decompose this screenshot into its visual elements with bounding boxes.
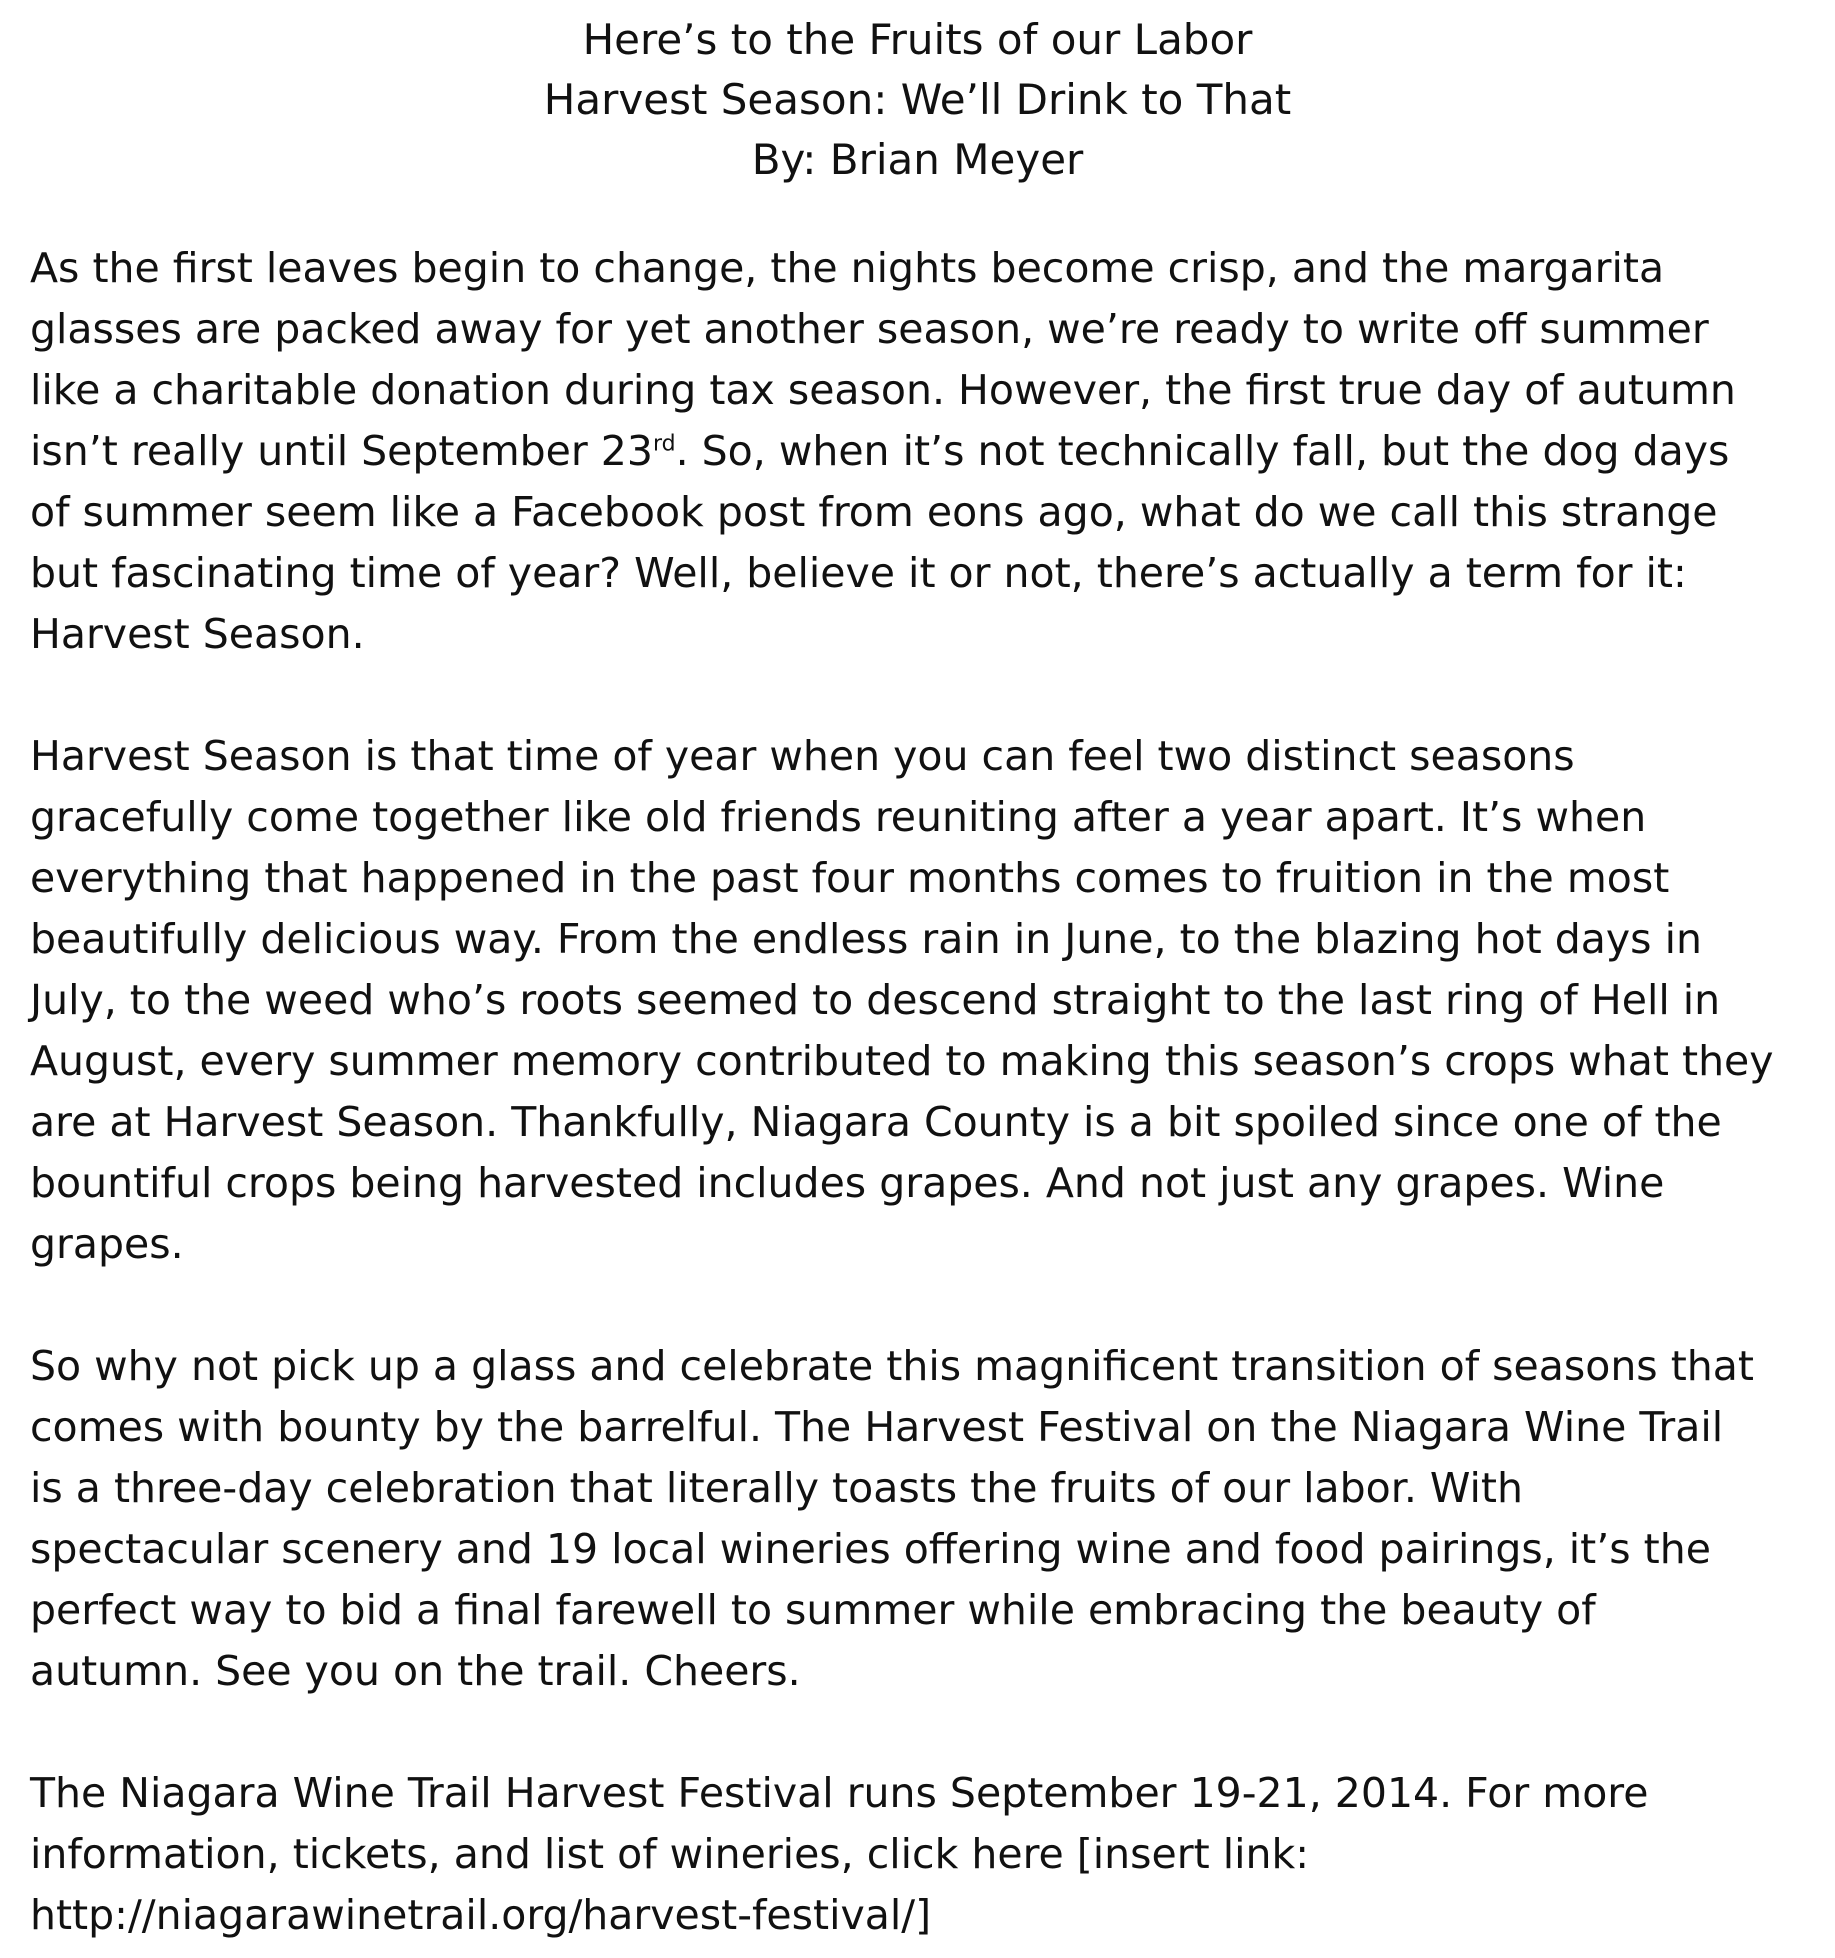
text-line: glasses are packed away for yet another season, we’re ready to write off summer — [30, 305, 1709, 353]
paragraph-event-info — [30, 1763, 1805, 1946]
text-line: gracefully come together like old friends reuniting after a year apart. It’s when — [30, 793, 1647, 841]
text-line: are at Harvest Season. Thankfully, Niagara County is a bit spoiled since one of the — [30, 1098, 1722, 1146]
text-line: So why not pick up a glass and celebrate this magnificent transition of seasons that — [30, 1342, 1754, 1390]
article-byline: By: Brian Meyer — [751, 135, 1084, 184]
text-line: Harvest Season is that time of year when you can feel two distinct seasons — [30, 732, 1575, 780]
text-line-with-ordinal — [30, 421, 1805, 482]
text-line: The Niagara Wine Trail Harvest Festival runs September 19-21, 2014. For more — [30, 1769, 1649, 1817]
ordinal-suffix: rd — [652, 431, 676, 457]
article-subtitle: Harvest Season: We’ll Drink to That — [543, 75, 1292, 124]
text-line: of summer seem like a Facebook post from eons ago, what do we call this strange — [30, 488, 1718, 536]
event-link-text: http://niagarawinetrail.org/harvest-festival/] — [30, 1891, 932, 1939]
text-line: July, to the weed who’s roots seemed to descend straight to the last ring of Hell in — [30, 976, 1721, 1024]
paragraph-harvest-season — [30, 726, 1805, 1275]
text-line: bountiful crops being harvested includes grapes. And not just any grapes. Wine — [30, 1159, 1665, 1207]
text-line: As the first leaves begin to change, the nights become crisp, and the margarita — [30, 244, 1665, 292]
text-segment: isn’t really until September 23 — [30, 427, 653, 475]
text-line: August, every summer memory contributed to making this season’s crops what they — [30, 1037, 1774, 1085]
text-line: autumn. See you on the trail. Cheers. — [30, 1647, 801, 1695]
text-line: beautifully delicious way. From the endless rain in June, to the blazing hot days in — [30, 915, 1702, 963]
text-line: is a three-day celebration that literally toasts the fruits of our labor. With — [30, 1464, 1523, 1512]
text-line: Harvest Season. — [30, 610, 365, 658]
text-line: perfect way to bid a final farewell to summer while embracing the beauty of — [30, 1586, 1596, 1634]
text-line: spectacular scenery and 19 local wineries offering wine and food pairings, it’s the — [30, 1525, 1711, 1573]
text-line: but fascinating time of year? Well, believe it or not, there’s actually a term for it: — [30, 549, 1687, 597]
article-title: Here’s to the Fruits of our Labor — [582, 15, 1253, 64]
text-line: comes with bounty by the barrelful. The Harvest Festival on the Niagara Wine Trail — [30, 1403, 1724, 1451]
article-header — [30, 10, 1805, 190]
text-line: information, tickets, and list of wineries, click here [insert link: — [30, 1830, 1310, 1878]
text-line: everything that happened in the past four months comes to fruition in the most — [30, 854, 1670, 902]
text-line: grapes. — [30, 1220, 184, 1268]
paragraph-festival — [30, 1336, 1805, 1702]
paragraph-intro — [30, 238, 1805, 665]
text-line: like a charitable donation during tax season. However, the first true day of autumn — [30, 366, 1736, 414]
text-segment: . So, when it’s not technically fall, but the dog days — [675, 427, 1730, 475]
